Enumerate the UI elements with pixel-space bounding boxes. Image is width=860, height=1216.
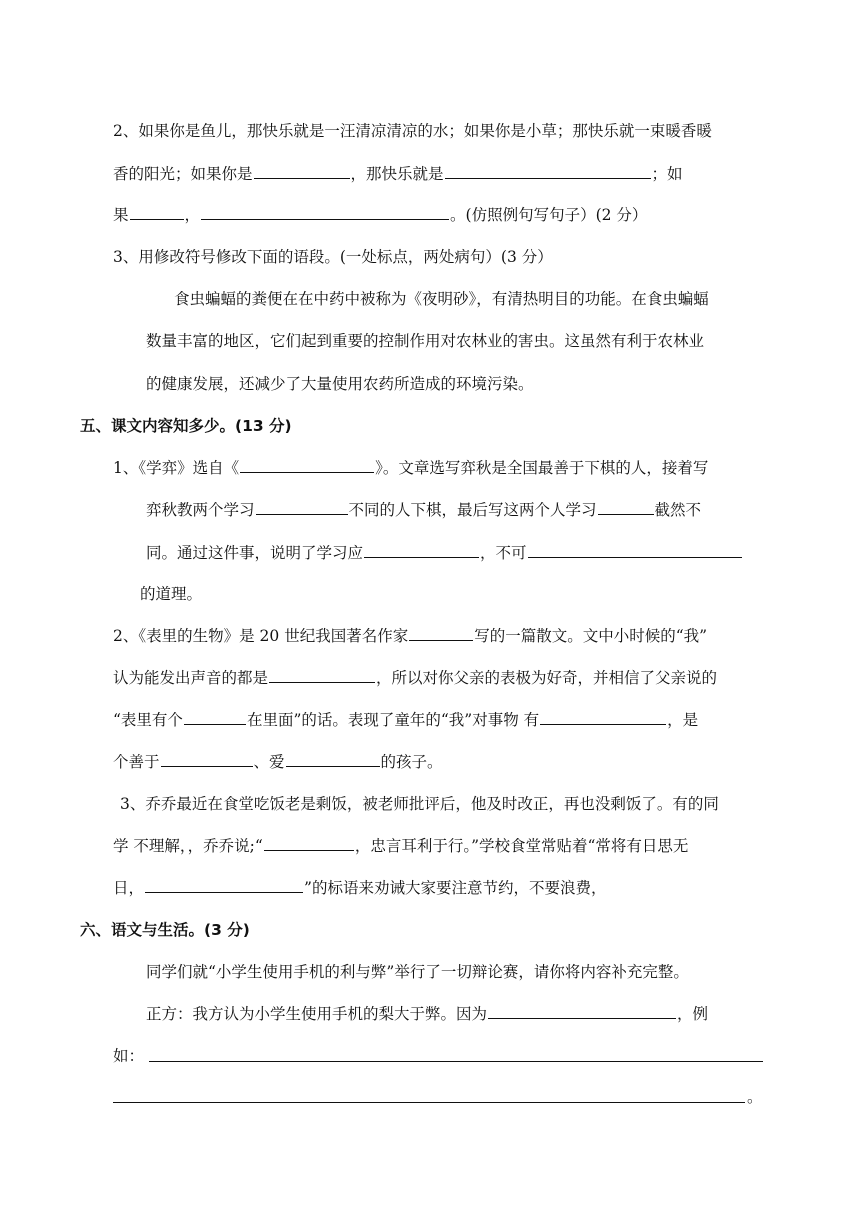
q5-3-line3: 日， ”的标语来劝诫大家要注意节约，不要浪费，	[113, 879, 607, 897]
answer-blank[interactable]	[286, 752, 380, 767]
section-6-heading: 六、语文与生活。(3 分)	[80, 921, 250, 939]
answer-blank[interactable]	[598, 500, 654, 515]
q5-2-line3: “表里有个 在里面”的话。表现了童年的“我”对事物 有 ，是	[113, 711, 699, 729]
answer-blank[interactable]	[269, 668, 375, 683]
answer-blank[interactable]	[254, 164, 350, 179]
answer-blank[interactable]	[161, 752, 253, 767]
answer-blank[interactable]	[540, 710, 666, 725]
sec6-line2: 正方：我方认为小学生使用手机的梨大于弊。因为 ，例	[146, 1005, 709, 1023]
answer-blank[interactable]	[256, 500, 348, 515]
q5-3-line2: 学 不理解，，乔乔说;“ ，忠言耳利于行。”学校食堂常贴着“常将有日思无	[113, 837, 689, 855]
answer-blank[interactable]	[528, 543, 742, 558]
q5-1-line1: 1、《学弈》选自《 》。文章选写弈秋是全国最善于下棋的人，接着写	[113, 459, 709, 477]
answer-blank[interactable]	[364, 543, 479, 558]
sec6-line4-end: 。	[747, 1088, 763, 1106]
answer-blank[interactable]	[409, 626, 473, 641]
answer-blank[interactable]	[240, 458, 374, 473]
answer-blank[interactable]	[445, 164, 651, 179]
sec6-line1: 同学们就“小学生使用手机的利与弊”举行了一切辩论赛，请你将内容补充完整。	[146, 963, 689, 981]
paragraph-line: 食虫蝙蝠的粪便在在中药中被称为《夜明砂》，有清热明目的功能。在食虫蝙蝠	[174, 290, 709, 308]
q5-1-line2: 弈秋教两个学习 不同的人下棋，最后写这两个人学习 截然不	[146, 501, 702, 519]
answer-blank[interactable]	[264, 836, 354, 851]
paragraph-line: 的健康发展，还减少了大量使用农药所造成的环境污染。	[146, 375, 534, 393]
q4-2-line3: 果 ， 。(仿照例句写句子）(2 分）	[113, 206, 648, 224]
q5-3-line1: 3、乔乔最近在食堂吃饭老是剩饭，被老师批评后，他及时改正，再也没剩饭了。有的同	[120, 795, 719, 813]
q5-1-line3: 同。通过这件事，说明了学习应 ，不可	[146, 543, 743, 563]
paragraph-line: 数量丰富的地区，它们起到重要的控制作用对农林业的害虫。这虽然有利于农林业	[146, 332, 705, 350]
q5-2-line4: 个善于 、爱 的孩子。	[113, 753, 443, 771]
q4-2-line2: 香的阳光；如果你是 ，那快乐就是 ；如	[113, 165, 683, 183]
sec6-line3-label: 如：	[113, 1047, 145, 1065]
q5-2-line2: 认为能发出声音的都是 ，所以对你父亲的表极为好奇，并相信了父亲说的	[113, 669, 718, 687]
answer-blank[interactable]	[201, 205, 449, 220]
answer-blank[interactable]	[145, 878, 303, 893]
answer-line[interactable]	[149, 1061, 763, 1062]
q5-2-line1: 2、《表里的生物》是 20 世纪我国著名作家 写的一篇散文。文中小时候的“我”	[113, 627, 708, 645]
q4-2-line1: 2、如果你是鱼儿，那快乐就是一汪清凉清凉的水；如果你是小草；那快乐就一束暖香暖	[113, 122, 712, 140]
answer-blank[interactable]	[130, 205, 184, 220]
answer-line[interactable]	[113, 1102, 745, 1103]
q5-1-line4: 的道理。	[140, 585, 203, 603]
q4-3-title: 3、用修改符号修改下面的语段。(一处标点，两处病句）(3 分）	[113, 248, 553, 266]
section-5-heading: 五、课文内容知多少。(13 分)	[80, 417, 292, 435]
answer-blank[interactable]	[184, 710, 246, 725]
answer-blank[interactable]	[488, 1004, 676, 1019]
